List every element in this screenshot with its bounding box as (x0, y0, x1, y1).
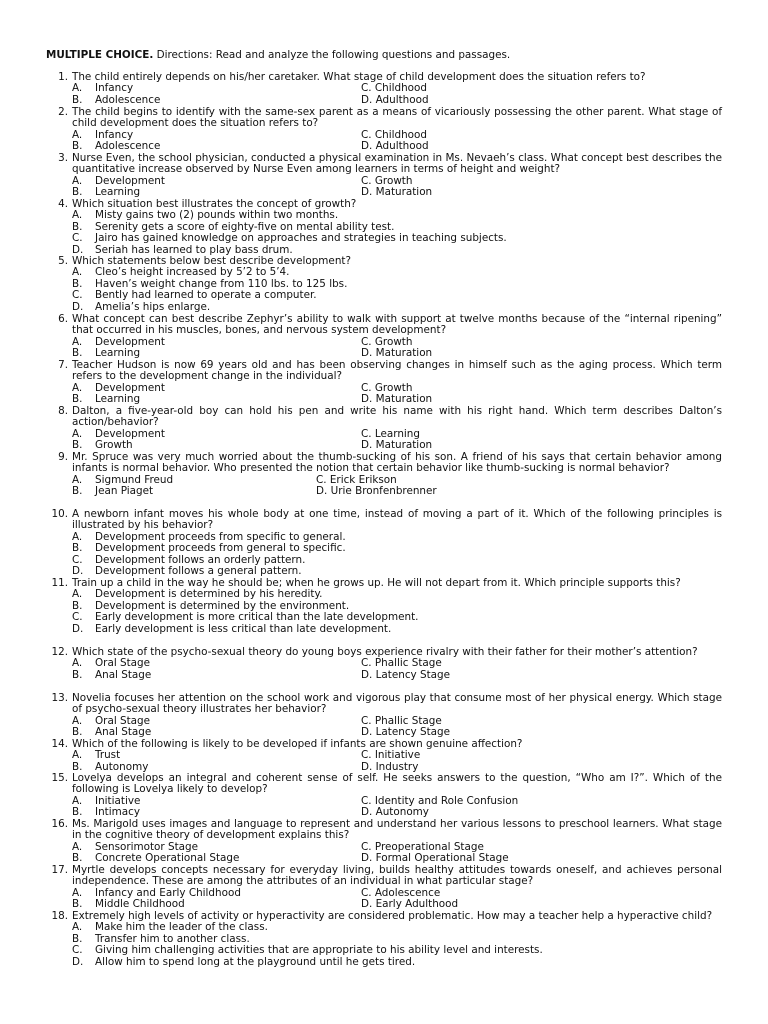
option-c: C. Phallic Stage (361, 714, 442, 727)
question-2 (46, 107, 722, 153)
question-text: Which statements below best describe development? (72, 255, 351, 267)
option-a: A. Sensorimotor Stage (72, 840, 199, 853)
option-a: A. Misty gains two (2) pounds within two months. (72, 209, 339, 222)
question-number: 18. (51, 910, 68, 922)
option-c: C. Childhood (361, 128, 427, 141)
directions-text: Directions: Read and analyze the following questions and passages. (153, 49, 511, 61)
option-b: B. Learning (72, 347, 141, 360)
option-d: D. Latency Stage (361, 668, 451, 681)
option-a: A. Development is determined by his heredity. (72, 588, 323, 601)
question-8 (46, 406, 722, 452)
question-7 (46, 360, 722, 406)
question-17 (46, 865, 722, 911)
question-text: Ms. Marigold uses images and language to represent and understand her various lessons to preschool learners. What stage in the cognitive theory of development explains this? (72, 818, 722, 842)
question-text: Which situation best illustrates the concept of growth? (72, 198, 357, 210)
option-a: A. Initiative (72, 794, 141, 807)
option-d: D. Urie Bronfenbrenner (316, 485, 437, 498)
option-a: A. Development (72, 335, 165, 348)
option-b: B. Transfer him to another class. (72, 932, 250, 945)
option-c: C. Jairo has gained knowledge on approaches and strategies in teaching subjects. (72, 232, 507, 245)
option-d: D. Adulthood (361, 93, 429, 106)
question-number: 8. (58, 405, 68, 417)
question-5 (46, 256, 722, 313)
option-b: B. Concrete Operational Stage (72, 852, 240, 865)
option-d: D. Maturation (361, 347, 433, 360)
option-a: A. Development (72, 427, 165, 440)
option-d: D. Amelia’s hips enlarge. (72, 300, 211, 313)
option-c: C. Learning (361, 427, 420, 440)
question-1 (46, 72, 722, 106)
option-a: A. Development proceeds from specific to general. (72, 530, 346, 543)
option-b: B. Serenity gets a score of eighty-five on mental ability test. (72, 220, 395, 233)
option-a: A. Development (72, 381, 165, 394)
question-number: 15. (51, 772, 68, 784)
option-b: B. Intimacy (72, 806, 140, 819)
option-a: A. Infancy and Early Childhood (72, 886, 241, 899)
question-number: 14. (51, 738, 68, 750)
question-10 (46, 509, 722, 578)
option-b: B. Autonomy (72, 760, 149, 773)
question-number: 7. (58, 359, 68, 371)
option-b: B. Anal Stage (72, 726, 152, 739)
option-c: C. Growth (361, 174, 413, 187)
option-a: A. Infancy (72, 82, 134, 95)
option-c: C. Adolescence (361, 886, 441, 899)
option-c: C. Erick Erikson (316, 473, 397, 486)
question-number: 9. (58, 451, 68, 463)
option-b: B. Adolescence (72, 140, 161, 153)
question-4 (46, 199, 722, 256)
option-d: D. Formal Operational Stage (361, 852, 509, 865)
question-text: What concept can best describe Zephyr’s ability to walk with support at twelve months because of the “internal ripening” that occurred in his muscles, bones, and nervous system development? (72, 313, 722, 337)
question-9 (46, 452, 722, 498)
question-text: Myrtle develops concepts necessary for everyday living, builds healthy attitudes towards oneself, and achieves personal independence. These are among the attributes of an individual in what particular stage? (72, 864, 722, 888)
question-13 (46, 693, 722, 739)
question-number: 17. (51, 864, 68, 876)
option-d: D. Early Adulthood (361, 898, 459, 911)
question-number: 5. (58, 255, 68, 267)
option-c: C. Giving him challenging activities that are appropriate to his ability level and interests. (72, 944, 543, 957)
question-number: 10. (51, 508, 68, 520)
question-text: Novelia focuses her attention on the school work and vigorous play that consume most of her physical energy. Which stage of psycho-sexual theory illustrates her behavior? (72, 692, 722, 716)
option-d: D. Maturation (361, 186, 433, 199)
option-d: D. Industry (361, 760, 419, 773)
option-b: B. Jean Piaget (72, 485, 154, 498)
question-text: Which of the following is likely to be developed if infants are shown genuine affection? (72, 738, 523, 750)
option-b: B. Development proceeds from general to specific. (72, 542, 346, 555)
option-a: A. Sigmund Freud (72, 473, 174, 486)
option-a: A. Make him the leader of the class. (72, 921, 268, 934)
question-text: Nurse Even, the school physician, conducted a physical examination in Ms. Nevaeh’s class. What concept best describes the quantitative increase observed by Nurse Even among learners in terms of height and weight? (72, 152, 722, 176)
question-15 (46, 773, 722, 819)
option-d: D. Allow him to spend long at the playground until he gets tired. (72, 955, 416, 968)
option-c: C. Growth (361, 335, 413, 348)
option-c: C. Identity and Role Confusion (361, 794, 519, 807)
question-number: 12. (51, 646, 68, 658)
option-c: C. Childhood (361, 82, 427, 95)
option-c: C. Early development is more critical than the late development. (72, 611, 419, 624)
option-a: A. Trust (72, 749, 121, 762)
question-number: 2. (58, 106, 68, 118)
option-b: B. Adolescence (72, 93, 161, 106)
option-a: A. Infancy (72, 128, 134, 141)
option-c: C. Initiative (361, 749, 421, 762)
question-3 (46, 153, 722, 199)
question-number: 4. (58, 198, 68, 210)
question-number: 6. (58, 313, 68, 325)
question-text: Mr. Spruce was very much worried about the thumb-sucking of his son. A friend of his says that certain behavior among infants is normal behavior. Who presented the notion that certain behavior like thumb-sucking is normal behavior? (72, 451, 722, 475)
option-a: A. Oral Stage (72, 657, 151, 670)
question-text: The child begins to identify with the same-sex parent as a means of vicariously possessing the other parent. What stage of child development does the situation refers to? (72, 106, 722, 130)
option-d: D. Latency Stage (361, 726, 451, 739)
option-c: C. Growth (361, 381, 413, 394)
question-number: 1. (58, 71, 68, 83)
option-a: A. Development (72, 174, 165, 187)
question-11 (46, 578, 722, 635)
question-text: Dalton, a five-year-old boy can hold his pen and write his name with his right hand. Which term describes Dalton’s action/behavior? (72, 405, 722, 429)
question-6 (46, 314, 722, 360)
question-text: Lovelya develops an integral and coherent sense of self. He seeks answers to the question, “Who am I?”. Which of the following is Lovelya likely to develop? (72, 772, 722, 796)
option-b: B. Middle Childhood (72, 898, 185, 911)
question-text: The child entirely depends on his/her caretaker. What stage of child development does the situation refers to? (72, 71, 646, 83)
option-d: D. Adulthood (361, 140, 429, 153)
question-text: Which state of the psycho-sexual theory do young boys experience rivalry with their father for their mother’s attention? (72, 646, 698, 658)
option-c: C. Phallic Stage (361, 657, 442, 670)
question-text: Extremely high levels of activity or hyperactivity are considered problematic. How may a teacher help a hyperactive child? (72, 910, 713, 922)
option-b: B. Development is determined by the environment. (72, 599, 350, 612)
question-12 (46, 647, 722, 681)
option-d: D. Autonomy (361, 806, 429, 819)
question-16 (46, 819, 722, 865)
option-c: C. Bently had learned to operate a computer. (72, 289, 317, 302)
question-text: Train up a child in the way he should be; when he grows up. He will not depart from it. Which principle supports this? (72, 577, 681, 589)
option-d: D. Seriah has learned to play bass drum. (72, 243, 293, 256)
option-d: D. Development follows a general pattern. (72, 565, 302, 578)
option-b: B. Learning (72, 186, 141, 199)
option-d: D. Maturation (361, 393, 433, 406)
question-number: 16. (51, 818, 68, 830)
section-title: MULTIPLE CHOICE. (46, 49, 154, 61)
option-c: C. Preoperational Stage (361, 840, 484, 853)
option-d: D. Maturation (361, 439, 433, 452)
question-number: 11. (51, 577, 68, 589)
question-number: 3. (58, 152, 68, 164)
directions-header (46, 50, 510, 61)
question-14 (46, 739, 722, 773)
option-b: B. Growth (72, 439, 133, 452)
option-b: B. Anal Stage (72, 668, 152, 681)
option-a: A. Cleo’s height increased by 5’2 to 5’4. (72, 266, 290, 279)
option-b: B. Learning (72, 393, 141, 406)
question-18 (46, 911, 722, 968)
option-b: B. Haven’s weight change from 110 lbs. to 125 lbs. (72, 277, 348, 290)
question-text: A newborn infant moves his whole body at one time, instead of moving a part of it. Which of the following principles is illustrated by his behavior? (72, 508, 722, 532)
question-number: 13. (51, 692, 68, 704)
option-a: A. Oral Stage (72, 714, 151, 727)
option-d: D. Early development is less critical than late development. (72, 622, 392, 635)
option-c: C. Development follows an orderly pattern. (72, 553, 306, 566)
question-text: Teacher Hudson is now 69 years old and has been observing changes in himself such as the aging process. Which term refers to the development change in the individual? (72, 359, 722, 383)
